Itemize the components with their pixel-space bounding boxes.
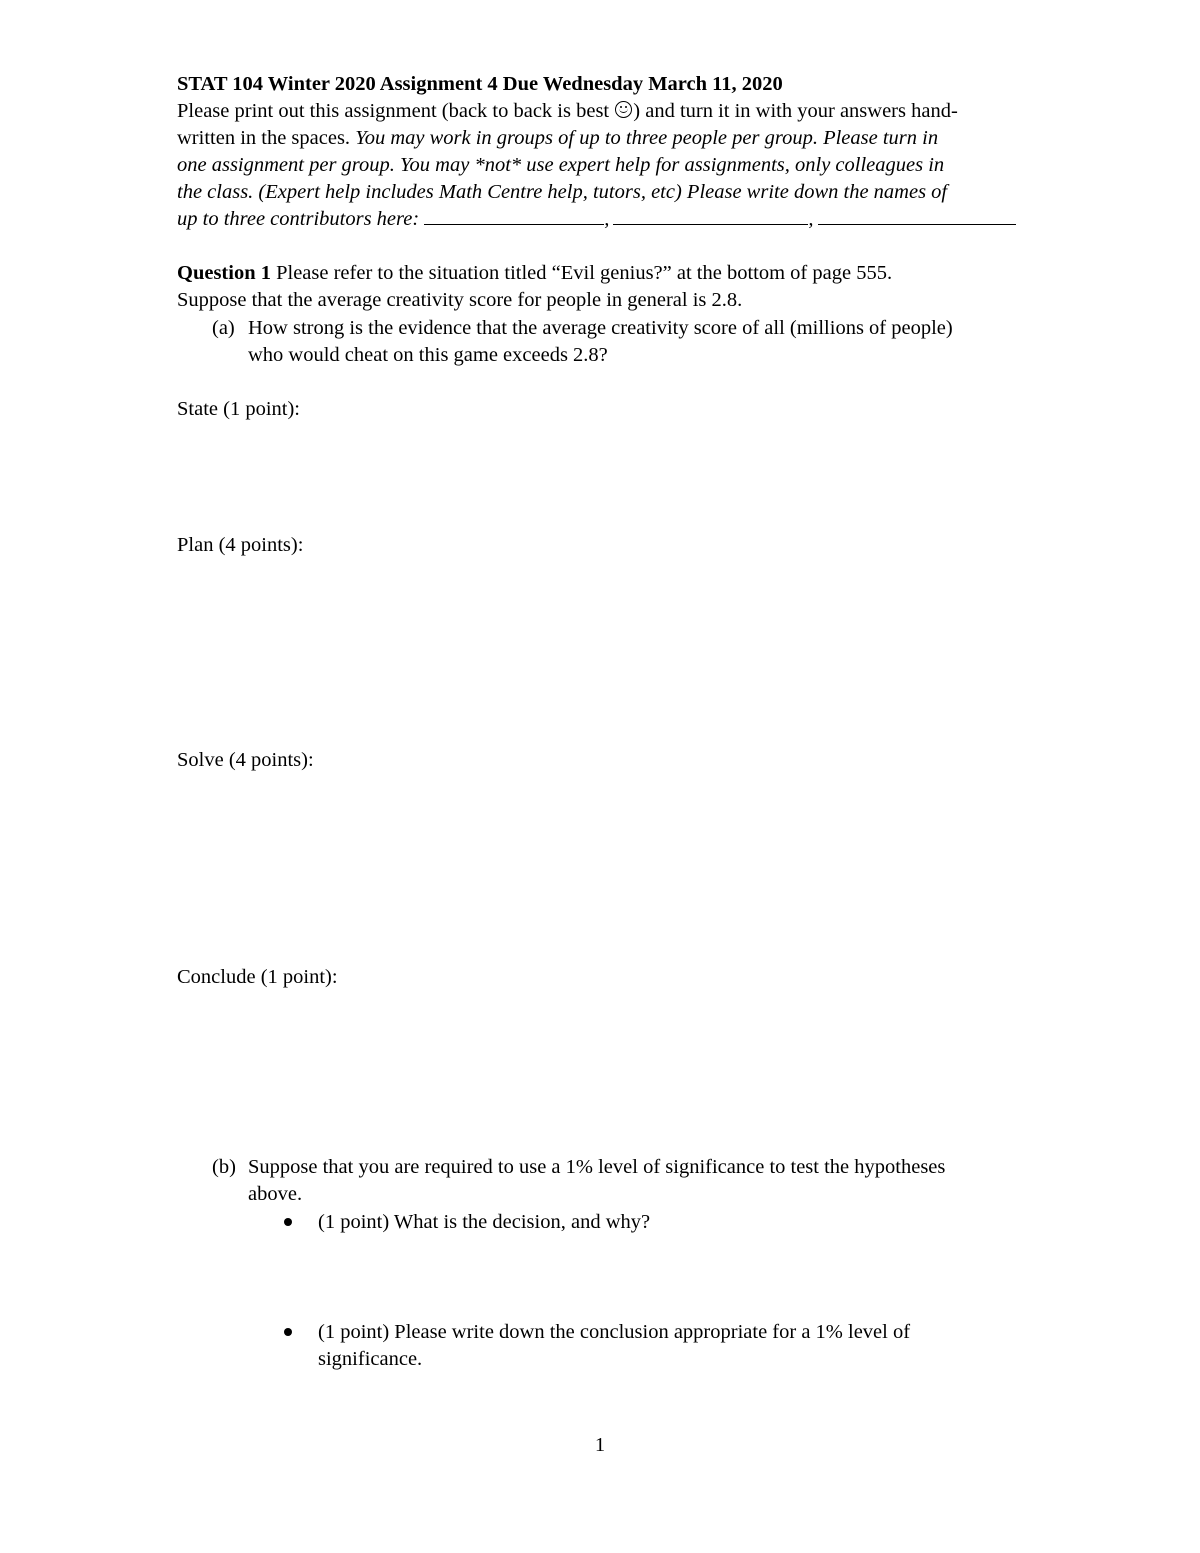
intro-line-3: one assignment per group. You may *not* use expert help for assignments, only colleagues in <box>177 154 945 176</box>
bullet-2-line-2: significance. <box>318 1348 423 1370</box>
intro-line-5 <box>177 206 1016 233</box>
bullet-2-line-1: (1 point) Please write down the conclusion appropriate for a 1% level of <box>318 1321 911 1343</box>
part-a-line-2: who would cheat on this game exceeds 2.8? <box>248 344 608 366</box>
question-1-label: Question 1 <box>177 262 271 284</box>
part-a-marker: (a) <box>212 317 235 339</box>
blank-separator: , <box>604 208 610 230</box>
conclude-label: Conclude (1 point): <box>177 966 338 988</box>
contributor-1-blank[interactable] <box>424 206 604 225</box>
solve-label: Solve (4 points): <box>177 749 314 771</box>
blank-separator: , <box>808 208 814 230</box>
part-a-line-1: How strong is the evidence that the average creativity score of all (millions of people) <box>248 317 953 339</box>
contributors-prompt: up to three contributors here: <box>177 208 425 230</box>
intro-line-1 <box>177 98 958 125</box>
question-1-text: Please refer to the situation titled “Evil genius?” at the bottom of page 555. <box>270 262 893 284</box>
part-b-marker: (b) <box>212 1156 236 1178</box>
intro-line-4: the class. (Expert help includes Math Centre help, tutors, etc) Please write down the names of <box>177 181 948 203</box>
assignment-title: STAT 104 Winter 2020 Assignment 4 Due Wednesday March 11, 2020 <box>177 73 783 95</box>
contributor-2-blank[interactable] <box>613 206 808 225</box>
part-b-line-1: Suppose that you are required to use a 1% level of significance to test the hypotheses <box>248 1156 946 1178</box>
intro-text: Please print out this assignment (back to back is best <box>177 100 615 122</box>
bullet-icon <box>284 1328 292 1336</box>
intro-text: written in the spaces. <box>177 127 356 149</box>
bullet-icon <box>284 1218 292 1226</box>
page-number: 1 <box>594 1434 606 1456</box>
intro-text: ) and turn it in with your answers hand- <box>633 100 958 122</box>
bullet-1-text: (1 point) What is the decision, and why? <box>318 1211 651 1233</box>
state-label: State (1 point): <box>177 398 300 420</box>
part-b-line-2: above. <box>248 1183 303 1205</box>
smiley-icon <box>615 101 632 118</box>
plan-label: Plan (4 points): <box>177 534 304 556</box>
contributor-3-blank[interactable] <box>818 206 1016 225</box>
question-1-line-1 <box>177 260 892 287</box>
question-1-line-2: Suppose that the average creativity score for people in general is 2.8. <box>177 289 743 311</box>
intro-italic-text: You may work in groups of up to three people per group. Please turn in <box>355 127 939 149</box>
intro-line-2 <box>177 125 938 152</box>
